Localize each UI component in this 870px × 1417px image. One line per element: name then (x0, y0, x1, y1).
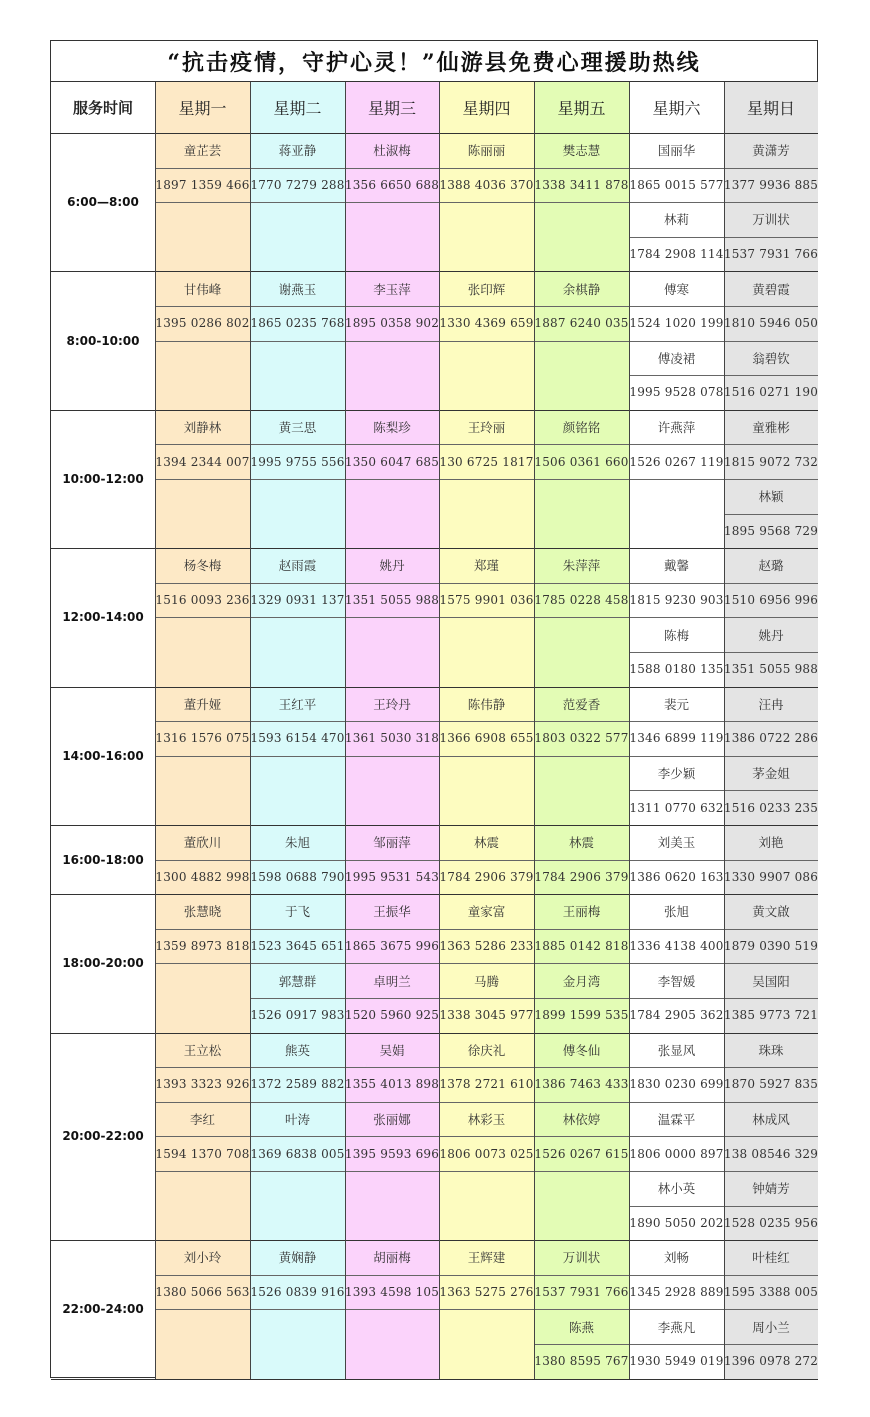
volunteer-name: 刘小玲 (183, 1250, 222, 1266)
volunteer-phone: 1526 0917 983 (250, 1008, 345, 1023)
volunteer-phone: 1329 0931 137 (250, 593, 345, 608)
hotline-schedule-table (50, 40, 818, 1378)
volunteer-name: 钟婧芳 (752, 1181, 790, 1197)
volunteer-name: 胡丽梅 (373, 1250, 411, 1266)
volunteer-phone: 1338 3045 977 (439, 1008, 534, 1023)
volunteer-phone: 1526 0267 119 (629, 454, 724, 469)
volunteer-name: 叶桂红 (752, 1250, 790, 1266)
volunteer-name: 王辉建 (467, 1250, 506, 1266)
volunteer-phone: 1372 2589 882 (250, 1077, 345, 1092)
volunteer-name: 姚丹 (758, 627, 784, 643)
column-divider (155, 82, 156, 1379)
volunteer-name: 蒋亚静 (278, 143, 317, 159)
volunteer-name: 王丽梅 (562, 904, 601, 920)
cell-divider (345, 202, 439, 203)
volunteer-name: 陈梅 (663, 627, 689, 643)
volunteer-name: 谢燕玉 (278, 281, 317, 297)
volunteer-phone: 1770 7279 288 (250, 177, 345, 192)
column-divider (724, 82, 725, 1379)
volunteer-name: 黄三思 (278, 420, 317, 436)
volunteer-name: 刘静林 (183, 420, 222, 436)
cell-divider (250, 1171, 345, 1172)
volunteer-phone: 1386 0620 163 (629, 869, 724, 884)
volunteer-name: 马腾 (473, 973, 499, 989)
cell-divider (439, 756, 534, 757)
time-slot-label: 18:00-20:00 (62, 956, 144, 971)
volunteer-phone: 1784 2906 379 (534, 869, 629, 884)
volunteer-phone: 1526 0267 615 (534, 1146, 629, 1161)
volunteer-phone: 1345 2928 889 (629, 1285, 724, 1300)
volunteer-phone: 1895 9568 729 (723, 523, 819, 538)
volunteer-phone: 1865 0235 768 (250, 316, 345, 331)
volunteer-name: 林小英 (657, 1181, 696, 1197)
volunteer-phone: 1351 5055 988 (344, 593, 440, 608)
volunteer-name: 童家富 (467, 904, 506, 920)
volunteer-phone: 1361 5030 318 (344, 731, 440, 746)
volunteer-phone: 1351 5055 988 (723, 662, 819, 677)
volunteer-name: 陈丽丽 (467, 143, 506, 159)
time-slot-label: 8:00-10:00 (66, 333, 140, 348)
volunteer-name: 叶涛 (284, 1112, 310, 1128)
volunteer-phone: 1995 9531 543 (344, 869, 440, 884)
volunteer-phone: 1588 0180 135 (629, 662, 724, 677)
cell-divider (155, 202, 250, 203)
cell-divider (534, 479, 629, 480)
volunteer-name: 刘美玉 (657, 835, 696, 851)
time-slot-divider (51, 1379, 818, 1380)
volunteer-name: 郑瑾 (473, 558, 499, 574)
volunteer-name: 陈伟静 (467, 696, 506, 712)
volunteer-name: 万训状 (562, 1250, 601, 1266)
volunteer-name: 杜淑梅 (373, 143, 411, 159)
volunteer-phone: 1346 6899 119 (629, 731, 724, 746)
volunteer-phone: 1865 0015 577 (629, 177, 724, 192)
volunteer-phone: 1806 0000 897 (629, 1146, 724, 1161)
cell-divider (439, 1171, 534, 1172)
volunteer-name: 张旭 (663, 904, 689, 920)
volunteer-phone: 1369 6838 005 (250, 1146, 345, 1161)
time-slot-label: 16:00-18:00 (62, 852, 144, 867)
volunteer-phone: 1810 5946 050 (723, 316, 819, 331)
volunteer-name: 王玲丹 (373, 696, 411, 712)
cell-divider (534, 341, 629, 342)
cell-divider (155, 341, 250, 342)
volunteer-name: 黄文啟 (752, 904, 790, 920)
volunteer-name: 王立松 (183, 1042, 222, 1058)
volunteer-phone: 1516 0233 235 (723, 800, 819, 815)
volunteer-name: 吴国阳 (752, 973, 790, 989)
volunteer-name: 董欣川 (183, 835, 222, 851)
cell-divider (439, 341, 534, 342)
time-slot-label: 14:00-16:00 (62, 748, 144, 763)
volunteer-phone: 1330 4369 659 (439, 316, 534, 331)
volunteer-phone: 1395 9593 696 (344, 1146, 440, 1161)
cell-divider (629, 479, 724, 480)
volunteer-name: 金月湾 (562, 973, 601, 989)
volunteer-name: 翁碧钦 (752, 350, 790, 366)
volunteer-phone: 1510 6956 996 (723, 593, 819, 608)
volunteer-name: 甘伟峰 (183, 281, 222, 297)
cell-divider (250, 1309, 345, 1310)
volunteer-phone: 1311 0770 632 (629, 800, 724, 815)
volunteer-phone: 1363 5275 276 (439, 1285, 534, 1300)
volunteer-name: 朱萍萍 (562, 558, 601, 574)
volunteer-phone: 1377 9936 885 (723, 177, 819, 192)
volunteer-name: 刘艳 (758, 835, 784, 851)
volunteer-phone: 1784 2905 362 (629, 1008, 724, 1023)
volunteer-name: 茅金姐 (752, 766, 790, 782)
cell-divider (155, 479, 250, 480)
volunteer-name: 姚丹 (379, 558, 405, 574)
volunteer-name: 林震 (568, 835, 594, 851)
volunteer-name: 周小兰 (752, 1319, 790, 1335)
volunteer-name: 珠珠 (758, 1042, 784, 1058)
time-slot-label: 10:00-12:00 (62, 471, 144, 486)
volunteer-phone: 1395 0286 802 (155, 316, 250, 331)
volunteer-name: 国丽华 (657, 143, 696, 159)
table-title: “抗击疫情，守护心灵！”仙游县免费心理援助热线 (51, 41, 817, 82)
volunteer-phone: 1526 0839 916 (250, 1285, 345, 1300)
volunteer-name: 陈梨珍 (373, 420, 411, 436)
volunteer-phone: 1523 3645 651 (250, 939, 345, 954)
volunteer-phone: 1380 8595 767 (534, 1354, 629, 1369)
volunteer-phone: 1865 3675 996 (344, 939, 440, 954)
volunteer-name: 汪冉 (758, 696, 784, 712)
cell-divider (250, 617, 345, 618)
volunteer-phone: 130 6725 1817 (439, 454, 534, 469)
volunteer-name: 范爱香 (562, 696, 601, 712)
volunteer-name: 林依婷 (562, 1112, 601, 1128)
volunteer-name: 林彩玉 (467, 1112, 506, 1128)
volunteer-phone: 1784 2908 114 (629, 247, 724, 262)
cell-divider (250, 202, 345, 203)
volunteer-phone: 1815 9072 732 (723, 454, 819, 469)
volunteer-name: 徐庆礼 (467, 1042, 506, 1058)
volunteer-name: 张印辉 (467, 281, 506, 297)
volunteer-name: 许燕萍 (657, 420, 696, 436)
cell-divider (345, 617, 439, 618)
volunteer-phone: 1380 5066 563 (155, 1285, 250, 1300)
volunteer-phone: 1598 0688 790 (250, 869, 345, 884)
volunteer-phone: 1785 0228 458 (534, 593, 629, 608)
volunteer-name: 陈燕 (568, 1319, 594, 1335)
volunteer-phone: 1593 6154 470 (250, 731, 345, 746)
volunteer-name: 童雅彬 (752, 420, 790, 436)
volunteer-name: 林震 (473, 835, 499, 851)
header-day-tue: 星期二 (273, 99, 322, 118)
volunteer-name: 李智媛 (657, 973, 696, 989)
volunteer-phone: 1595 3388 005 (723, 1285, 819, 1300)
cell-divider (534, 202, 629, 203)
column-divider (250, 82, 251, 1379)
volunteer-phone: 1995 9755 556 (250, 454, 345, 469)
volunteer-name: 王玲丽 (467, 420, 506, 436)
volunteer-name: 张丽娜 (373, 1112, 411, 1128)
volunteer-name: 李玉萍 (373, 281, 411, 297)
volunteer-name: 童芷芸 (183, 143, 222, 159)
volunteer-phone: 1897 1359 466 (155, 177, 250, 192)
column-divider (534, 82, 535, 1379)
volunteer-name: 戴馨 (663, 558, 689, 574)
volunteer-name: 张慧晓 (183, 904, 222, 920)
volunteer-name: 樊志慧 (562, 143, 601, 159)
volunteer-phone: 1524 1020 199 (629, 316, 724, 331)
volunteer-phone: 1575 9901 036 (439, 593, 534, 608)
header-day-sat: 星期六 (652, 99, 701, 118)
volunteer-name: 傅冬仙 (562, 1042, 601, 1058)
volunteer-phone: 1394 2344 007 (155, 454, 250, 469)
cell-divider (155, 963, 250, 964)
volunteer-name: 颜铭铭 (562, 420, 601, 436)
cell-divider (345, 1309, 439, 1310)
cell-divider (439, 617, 534, 618)
volunteer-phone: 1895 0358 902 (344, 316, 440, 331)
volunteer-name: 刘畅 (663, 1250, 689, 1266)
column-divider (629, 82, 630, 1379)
volunteer-phone: 1537 7931 766 (534, 1285, 629, 1300)
cell-divider (345, 479, 439, 480)
volunteer-name: 赵雨霞 (278, 558, 317, 574)
volunteer-phone: 1386 7463 433 (534, 1077, 629, 1092)
volunteer-phone: 1385 9773 721 (723, 1008, 819, 1023)
volunteer-name: 李燕凡 (657, 1319, 696, 1335)
volunteer-phone: 1393 4598 105 (344, 1285, 440, 1300)
volunteer-phone: 1338 3411 878 (534, 177, 629, 192)
volunteer-phone: 1887 6240 035 (534, 316, 629, 331)
cell-divider (155, 756, 250, 757)
volunteer-phone: 1336 4138 400 (629, 939, 724, 954)
volunteer-phone: 1516 0271 190 (723, 385, 819, 400)
volunteer-phone: 1784 2906 379 (439, 869, 534, 884)
cell-divider (345, 341, 439, 342)
time-slot-label: 12:00-14:00 (62, 610, 144, 625)
volunteer-name: 吴娟 (379, 1042, 405, 1058)
column-divider (439, 82, 440, 1379)
cell-divider (155, 617, 250, 618)
volunteer-name: 裴元 (663, 696, 689, 712)
volunteer-phone: 1885 0142 818 (534, 939, 629, 954)
volunteer-phone: 138 08546 329 (723, 1146, 819, 1161)
header-day-thu: 星期四 (462, 99, 511, 118)
header-service-time: 服务时间 (72, 99, 133, 117)
volunteer-name: 邹丽萍 (373, 835, 411, 851)
volunteer-name: 郭慧群 (278, 973, 317, 989)
volunteer-name: 温霖平 (657, 1112, 696, 1128)
cell-divider (534, 756, 629, 757)
volunteer-name: 李红 (189, 1112, 215, 1128)
header-day-wed: 星期三 (367, 99, 416, 118)
volunteer-phone: 1899 1599 535 (534, 1008, 629, 1023)
cell-divider (250, 479, 345, 480)
volunteer-phone: 1356 6650 688 (344, 177, 440, 192)
volunteer-phone: 1516 0093 236 (155, 593, 250, 608)
volunteer-name: 董升娅 (183, 696, 222, 712)
volunteer-name: 李少颖 (657, 766, 696, 782)
time-slot-label: 20:00-22:00 (62, 1129, 144, 1144)
volunteer-name: 林成风 (752, 1112, 790, 1128)
volunteer-name: 王红平 (278, 696, 317, 712)
volunteer-phone: 1506 0361 660 (534, 454, 629, 469)
cell-divider (534, 617, 629, 618)
volunteer-name: 赵璐 (758, 558, 784, 574)
volunteer-phone: 1830 0230 699 (629, 1077, 724, 1092)
volunteer-name: 熊英 (284, 1042, 310, 1058)
volunteer-name: 张显风 (657, 1042, 696, 1058)
volunteer-phone: 1528 0235 956 (723, 1215, 819, 1230)
volunteer-phone: 1355 4013 898 (344, 1077, 440, 1092)
header-day-fri: 星期五 (557, 99, 606, 118)
cell-divider (250, 756, 345, 757)
volunteer-name: 黄娴静 (278, 1250, 317, 1266)
volunteer-name: 傅寒 (663, 281, 689, 297)
volunteer-name: 余棋静 (562, 281, 601, 297)
volunteer-phone: 1350 6047 685 (344, 454, 440, 469)
volunteer-phone: 1930 5949 019 (629, 1354, 724, 1369)
volunteer-phone: 1330 9907 086 (723, 869, 819, 884)
volunteer-phone: 1537 7931 766 (723, 247, 819, 262)
header-day-sun: 星期日 (746, 99, 795, 118)
cell-divider (155, 1171, 250, 1172)
volunteer-name: 傅凌裙 (657, 350, 696, 366)
volunteer-name: 杨冬梅 (183, 558, 222, 574)
volunteer-name: 林颖 (758, 489, 784, 505)
volunteer-phone: 1594 1370 708 (155, 1146, 250, 1161)
volunteer-phone: 1995 9528 078 (629, 385, 724, 400)
volunteer-phone: 1393 3323 926 (155, 1077, 250, 1092)
cell-divider (534, 1171, 629, 1172)
volunteer-phone: 1363 5286 233 (439, 939, 534, 954)
volunteer-phone: 1879 0390 519 (723, 939, 819, 954)
volunteer-name: 万训状 (752, 212, 790, 228)
column-divider (345, 82, 346, 1379)
volunteer-name: 王振华 (373, 904, 411, 920)
volunteer-phone: 1316 1576 075 (155, 731, 250, 746)
volunteer-phone: 1396 0978 272 (723, 1354, 819, 1369)
cell-divider (155, 1309, 250, 1310)
volunteer-name: 黄潇芳 (752, 143, 790, 159)
volunteer-phone: 1806 0073 025 (439, 1146, 534, 1161)
cell-divider (345, 756, 439, 757)
time-slot-label: 22:00-24:00 (62, 1302, 144, 1317)
cell-divider (439, 1309, 534, 1310)
volunteer-phone: 1388 4036 370 (439, 177, 534, 192)
volunteer-name: 林莉 (663, 212, 689, 228)
volunteer-phone: 1386 0722 286 (723, 731, 819, 746)
cell-divider (250, 341, 345, 342)
volunteer-phone: 1366 6908 655 (439, 731, 534, 746)
cell-divider (439, 202, 534, 203)
volunteer-phone: 1359 8973 818 (155, 939, 250, 954)
volunteer-phone: 1378 2721 610 (439, 1077, 534, 1092)
volunteer-phone: 1815 9230 903 (629, 593, 724, 608)
cell-divider (345, 1171, 439, 1172)
header-day-mon: 星期一 (178, 99, 227, 118)
volunteer-phone: 1520 5960 925 (344, 1008, 440, 1023)
volunteer-name: 卓明兰 (373, 973, 411, 989)
volunteer-name: 黄碧霞 (752, 281, 790, 297)
time-slot-label: 6:00—8:00 (67, 195, 139, 210)
volunteer-name: 朱旭 (284, 835, 310, 851)
volunteer-phone: 1803 0322 577 (534, 731, 629, 746)
cell-divider (439, 479, 534, 480)
volunteer-name: 于飞 (284, 904, 310, 920)
volunteer-phone: 1870 5927 835 (723, 1077, 819, 1092)
volunteer-phone: 1300 4882 998 (155, 869, 250, 884)
volunteer-phone: 1890 5050 202 (629, 1215, 724, 1230)
